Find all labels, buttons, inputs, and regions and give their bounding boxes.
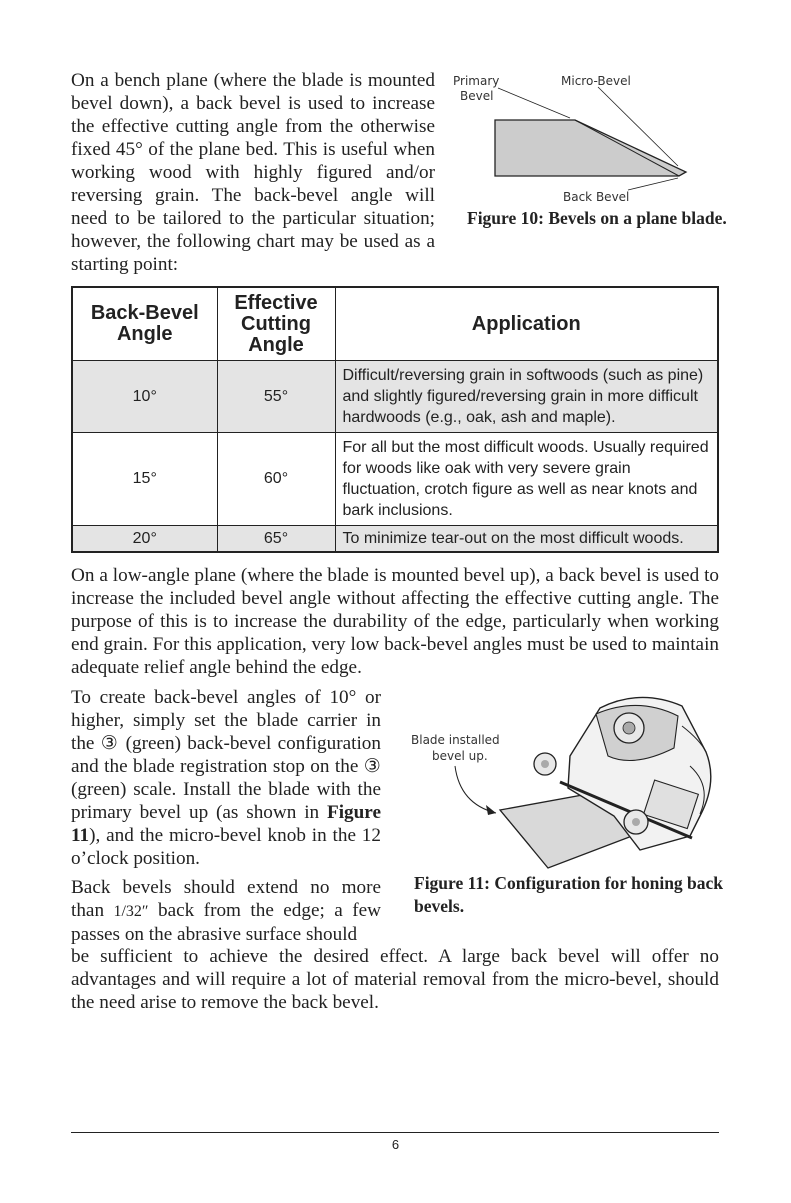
setup-text-2: ), and the micro-bevel knob in the 12 o’clock position. (71, 825, 381, 869)
figure-11-reference: Figure 11 (71, 802, 381, 846)
cell-application: To minimize tear-out on the most difficult woods. (335, 526, 718, 553)
cell-effective: 55° (217, 361, 335, 433)
micro-label: Micro-Bevel (561, 74, 631, 88)
intro-paragraph: On a bench plane (where the blade is mounted bevel down), a back bevel is used to increase the effective cutting angle from the otherwise fixed 45° of the plane bed. This is useful when working wood with highly figured and/or reversing grain. The back-bevel angle will need to be tailored to the particular situation; however, the following chart may be used as a starting point: (71, 70, 435, 275)
cell-effective: 65° (217, 526, 335, 553)
table-row (72, 526, 718, 553)
back-bevel-extent-continued: be sufficient to achieve the desired effect. A large back bevel will offer no advantages and will require a lot of material removal from the micro-bevel, should the need arise to remove the back bevel. (71, 946, 719, 1013)
label-arrow (455, 766, 496, 813)
setup-paragraph (71, 686, 381, 870)
cell-effective: 60° (217, 433, 335, 526)
cell-back-bevel: 10° (72, 361, 217, 433)
table-header-row (72, 287, 718, 361)
figure-10-caption: Figure 10: Bevels on a plane blade. (467, 208, 727, 228)
header-back-bevel: Back-Bevel Angle (72, 287, 217, 361)
knob-left-center (541, 760, 549, 768)
blade-label-2: bevel up. (432, 749, 488, 763)
primary-label-2: Bevel (460, 89, 494, 103)
extent-fraction: 1/32″ (113, 903, 149, 920)
cell-application: Difficult/reversing grain in softwoods (such as pine) and slightly figured/reversing grain in more difficult hardwoods (e.g., oak, ash and maple). (335, 361, 718, 433)
primary-label-1: Primary (453, 74, 500, 88)
footer-rule (71, 1132, 719, 1133)
table-row (72, 433, 718, 526)
back-bevel-table (71, 286, 719, 553)
page-number: 6 (391, 1137, 400, 1152)
figure-10-bevel-diagram (450, 70, 720, 210)
label-arrowhead (486, 805, 496, 815)
back-leader (628, 178, 678, 190)
primary-leader (498, 88, 570, 118)
setup-text-1: To create back-bevel angles of 10° or higher, simply set the blade carrier in the ③ (green) back-bevel configuration and the blade registration stop on the ③ (green) scale. Install the blade with the primary bevel up (as shown in (71, 687, 381, 823)
figure-11-honing-guide (400, 686, 720, 876)
extent-text-1: Back bevels should extend no more than (71, 877, 381, 921)
header-effective: Effective Cutting Angle (217, 287, 335, 361)
extent-text-2: back from the edge; a few passes on the abrasive surface should (71, 900, 381, 945)
cell-back-bevel: 15° (72, 433, 217, 526)
back-label: Back Bevel (563, 190, 630, 204)
low-angle-paragraph: On a low-angle plane (where the blade is mounted bevel up), a back bevel is used to increase the included bevel angle without affecting the effective cutting angle. The purpose of this is to increase the durability of the edge, particularly when working end grain. For this application, very low back-bevel angles must be used to maintain adequate relief angle behind the edge. (71, 565, 719, 678)
back-bevel-extent-paragraph (71, 876, 381, 946)
cell-back-bevel: 20° (72, 526, 217, 553)
blade-label-1: Blade installed (411, 733, 500, 747)
figure-11-caption: Figure 11: Configuration for honing back bevels. (414, 873, 724, 916)
header-application: Application (335, 287, 718, 361)
cell-application: For all but the most difficult woods. Usually required for woods like oak with very severe grain fluctuation, crotch figure as well as near knots and bark inclusions. (335, 433, 718, 526)
micro-bevel-knob-center (632, 818, 640, 826)
table-row (72, 361, 718, 433)
knob-large-center (623, 722, 635, 734)
